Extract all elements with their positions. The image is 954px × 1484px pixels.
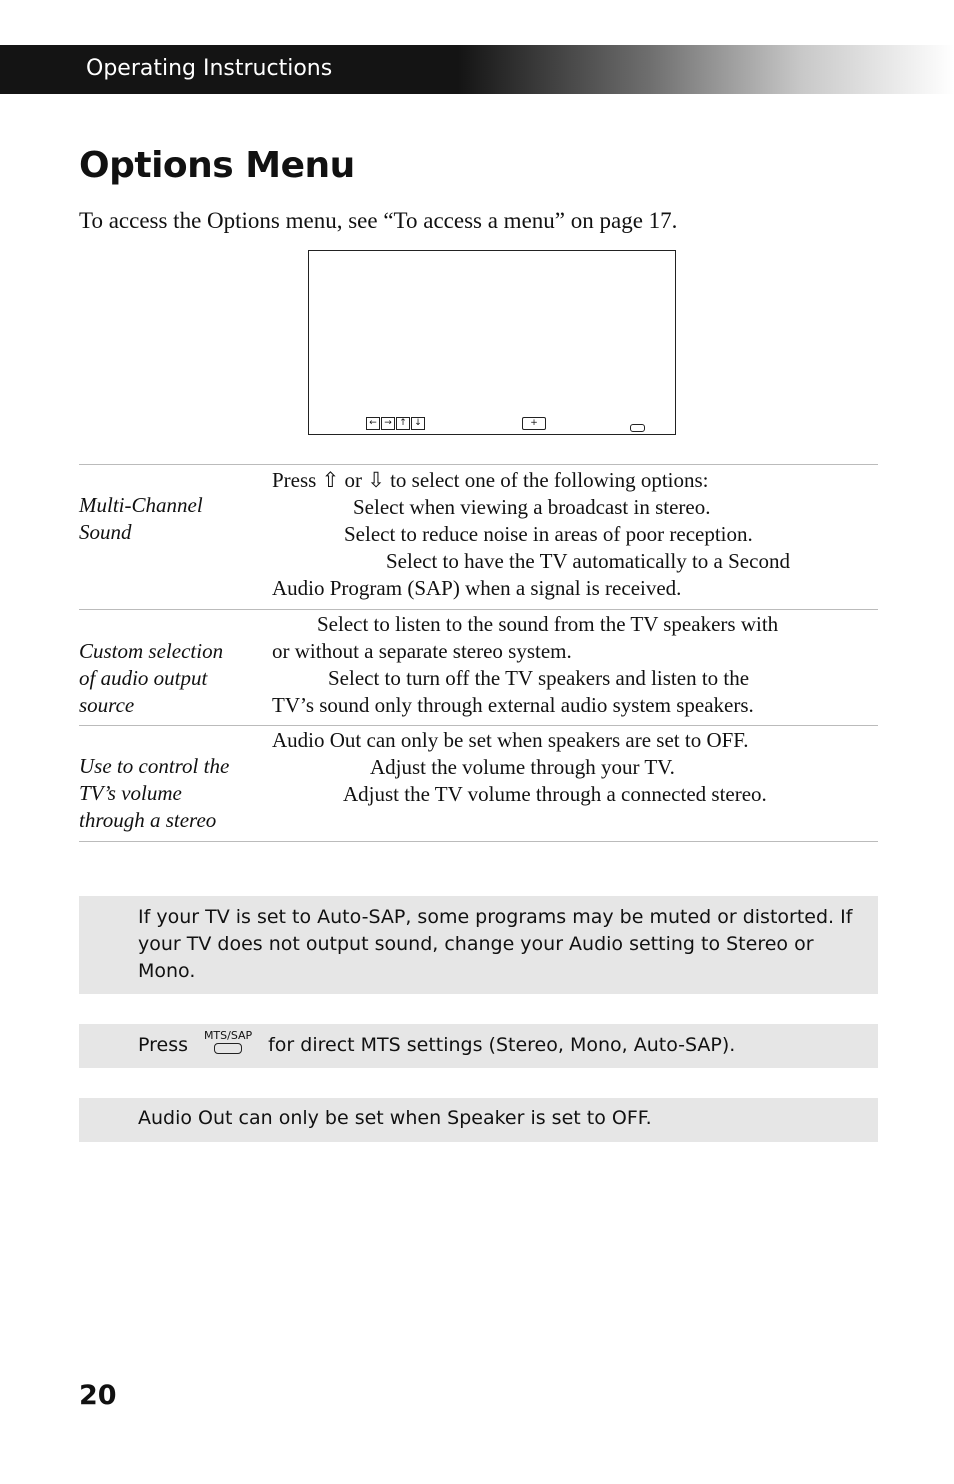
menu-screen-illustration	[308, 250, 676, 435]
desc-line: or without a separate stereo system.	[272, 639, 572, 663]
desc-line: Adjust the volume through your TV.	[370, 755, 675, 779]
right-arrow-icon: →	[381, 417, 395, 430]
desc-line: Audio Out can only be set when speakers are set to OFF.	[272, 728, 749, 752]
nav-arrows	[366, 417, 426, 430]
table-rule	[79, 609, 878, 610]
page-number: 20	[79, 1380, 117, 1411]
desc-line: Select to have the TV automatically to a Second	[386, 549, 790, 573]
table-rule	[79, 725, 878, 726]
table-rule	[79, 841, 878, 842]
table-rule	[79, 464, 878, 465]
note-auto-sap: If your TV is set to Auto-SAP, some programs may be muted or distorted. If your TV does not output sound, change your Audio setting to Stereo or Mono.	[79, 896, 878, 994]
intro-text: To access the Options menu, see “To access a menu” on page 17.	[79, 208, 678, 233]
desc-line: Select to listen to the sound from the TV speakers with	[317, 612, 779, 636]
row-description	[272, 467, 790, 602]
note-audio-out: Audio Out can only be set when Speaker is set to OFF.	[79, 1098, 878, 1142]
row-label-multi-channel-sound: Multi-Channel Sound	[79, 493, 203, 544]
left-arrow-icon: ←	[366, 417, 380, 430]
mts-sap-button-icon: MTS/SAP	[196, 1030, 260, 1054]
desc-line: Select when viewing a broadcast in stereo.	[353, 495, 711, 519]
down-arrow-icon: ↓	[411, 417, 425, 430]
desc-line: Audio Program (SAP) when a signal is received.	[272, 576, 682, 600]
desc-line: Select to turn off the TV speakers and listen to the	[328, 666, 750, 690]
desc-line: TV’s sound only through external audio system speakers.	[272, 693, 754, 717]
exit-icon	[630, 424, 645, 432]
row-description	[272, 611, 778, 719]
page-title: Options Menu	[79, 145, 355, 186]
row-label-volume-control: Use to control the TV’s volume through a stereo	[79, 754, 230, 832]
header-title: Operating Instructions	[86, 56, 333, 81]
desc-line: Select to reduce noise in areas of poor reception.	[344, 522, 753, 546]
up-arrow-icon: ⇧	[321, 468, 340, 492]
note-mts-button: Press MTS/SAP for direct MTS settings (Stereo, Mono, Auto-SAP).	[79, 1024, 878, 1068]
select-icon: +	[522, 417, 546, 430]
down-arrow-icon: ⇩	[367, 468, 385, 492]
up-arrow-icon: ↑	[396, 417, 410, 430]
desc-line: Adjust the TV volume through a connected stereo.	[343, 782, 767, 806]
desc-line: Press ⇧ or ⇩ to select one of the following options:	[272, 468, 709, 492]
row-label-custom-selection: Custom selection of audio output source	[79, 639, 224, 717]
row-description	[272, 727, 767, 808]
